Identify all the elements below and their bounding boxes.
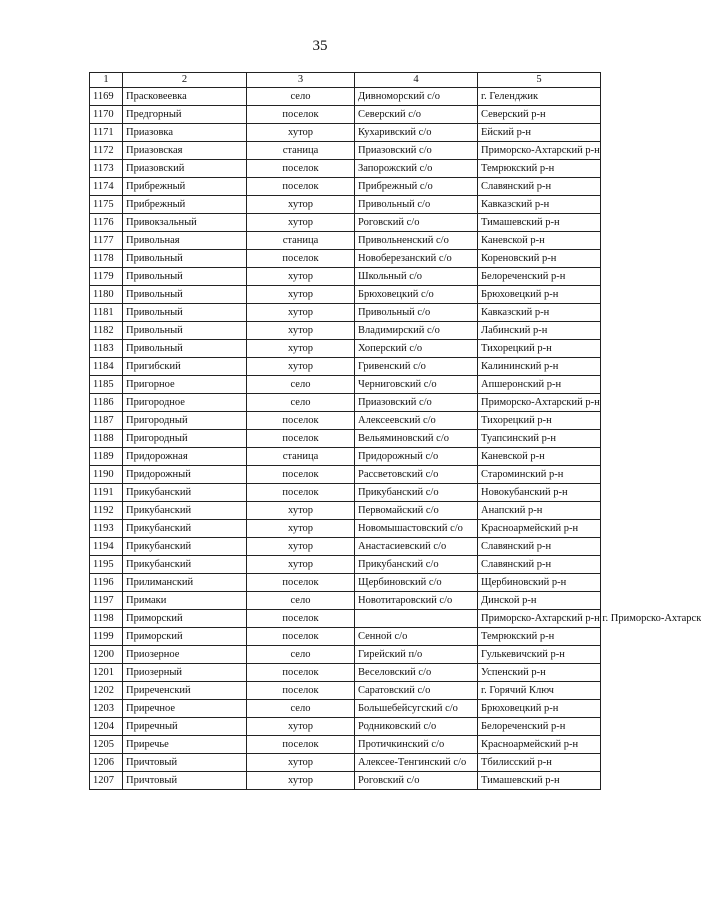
column-header-council: 4 [355, 73, 478, 88]
district-cell: Каневской р-н [478, 448, 601, 466]
settlement-name-cell: Причтовый [123, 754, 247, 772]
village-council-cell: Гривенский с/о [355, 358, 478, 376]
table-row [90, 448, 601, 466]
settlement-type-cell: хутор [247, 538, 355, 556]
table-row [90, 286, 601, 304]
village-council-cell: Хоперский с/о [355, 340, 478, 358]
settlement-type-cell: хутор [247, 196, 355, 214]
table-row [90, 610, 601, 628]
village-council-cell: Прикубанский с/о [355, 484, 478, 502]
settlement-type-cell: хутор [247, 556, 355, 574]
row-number-cell: 1202 [90, 682, 123, 700]
row-number-cell: 1197 [90, 592, 123, 610]
village-council-cell: Веселовский с/о [355, 664, 478, 682]
district-cell: Анапский р-н [478, 502, 601, 520]
row-number-cell: 1205 [90, 736, 123, 754]
district-cell: Тбилисский р-н [478, 754, 601, 772]
table-row [90, 250, 601, 268]
settlement-type-cell: поселок [247, 574, 355, 592]
row-number-cell: 1170 [90, 106, 123, 124]
village-council-cell: Школьный с/о [355, 268, 478, 286]
row-number-cell: 1204 [90, 718, 123, 736]
village-council-cell: Щербиновский с/о [355, 574, 478, 592]
district-cell: Брюховецкий р-н [478, 700, 601, 718]
village-council-cell: Владимирский с/о [355, 322, 478, 340]
settlement-type-cell: хутор [247, 214, 355, 232]
district-cell: Гулькевичский р-н [478, 646, 601, 664]
district-cell: Белореченский р-н [478, 718, 601, 736]
settlement-type-cell: село [247, 88, 355, 106]
settlement-name-cell: Привольная [123, 232, 247, 250]
table-row [90, 430, 601, 448]
district-cell: Калининский р-н [478, 358, 601, 376]
district-cell: Славянский р-н [478, 538, 601, 556]
settlement-name-cell: Придорожный [123, 466, 247, 484]
settlement-name-cell: Пригорное [123, 376, 247, 394]
settlement-name-cell: Причтовый [123, 772, 247, 790]
settlement-name-cell: Привольный [123, 322, 247, 340]
district-cell: Темрюкский р-н [478, 160, 601, 178]
table-row [90, 700, 601, 718]
district-cell: Кореновский р-н [478, 250, 601, 268]
table-row [90, 772, 601, 790]
row-number-cell: 1178 [90, 250, 123, 268]
district-cell: Красноармейский р-н [478, 520, 601, 538]
settlement-type-cell: поселок [247, 664, 355, 682]
district-cell: Динской р-н [478, 592, 601, 610]
table-row [90, 196, 601, 214]
table-row [90, 214, 601, 232]
table-row [90, 178, 601, 196]
row-number-cell: 1196 [90, 574, 123, 592]
table-row [90, 106, 601, 124]
settlement-type-cell: поселок [247, 178, 355, 196]
village-council-cell: Черниговский с/о [355, 376, 478, 394]
table-row [90, 736, 601, 754]
settlement-type-cell: поселок [247, 736, 355, 754]
settlement-type-cell: станица [247, 142, 355, 160]
village-council-cell: Рассветовский с/о [355, 466, 478, 484]
row-number-cell: 1195 [90, 556, 123, 574]
village-council-cell: Первомайский с/о [355, 502, 478, 520]
settlement-name-cell: Придорожная [123, 448, 247, 466]
district-cell: Кавказский р-н [478, 196, 601, 214]
row-number-cell: 1201 [90, 664, 123, 682]
village-council-cell: Северский с/о [355, 106, 478, 124]
village-council-cell [355, 610, 478, 628]
village-council-cell: Приазовский с/о [355, 142, 478, 160]
settlement-type-cell: хутор [247, 772, 355, 790]
row-number-cell: 1187 [90, 412, 123, 430]
district-cell: Северский р-н [478, 106, 601, 124]
village-council-cell: Дивноморский с/о [355, 88, 478, 106]
table-row [90, 142, 601, 160]
table-row [90, 322, 601, 340]
settlement-type-cell: хутор [247, 358, 355, 376]
village-council-cell: Большебейсугский с/о [355, 700, 478, 718]
district-cell: Брюховецкий р-н [478, 286, 601, 304]
settlement-type-cell: село [247, 646, 355, 664]
table-row [90, 412, 601, 430]
table-row [90, 628, 601, 646]
district-cell: Успенский р-н [478, 664, 601, 682]
settlement-name-cell: Привокзальный [123, 214, 247, 232]
row-number-cell: 1179 [90, 268, 123, 286]
settlement-type-cell: поселок [247, 106, 355, 124]
row-number-cell: 1172 [90, 142, 123, 160]
table-row [90, 718, 601, 736]
district-cell: Тихорецкий р-н [478, 340, 601, 358]
village-council-cell: Протичкинский с/о [355, 736, 478, 754]
village-council-cell: Анастасиевский с/о [355, 538, 478, 556]
settlement-type-cell: село [247, 700, 355, 718]
settlement-name-cell: Привольный [123, 286, 247, 304]
row-number-cell: 1176 [90, 214, 123, 232]
settlement-name-cell: Прикубанский [123, 502, 247, 520]
district-cell: Приморско-Ахтарский р-н [478, 142, 601, 160]
settlement-name-cell: Прасковеевка [123, 88, 247, 106]
row-number-cell: 1177 [90, 232, 123, 250]
table-row [90, 574, 601, 592]
settlement-type-cell: поселок [247, 628, 355, 646]
village-council-cell: Прикубанский с/о [355, 556, 478, 574]
settlement-type-cell: станица [247, 448, 355, 466]
settlement-type-cell: хутор [247, 718, 355, 736]
district-cell: г. Горячий Ключ [478, 682, 601, 700]
village-council-cell: Привольный с/о [355, 196, 478, 214]
settlement-type-cell: хутор [247, 322, 355, 340]
district-cell: Приморско-Ахтарский р-н [478, 394, 601, 412]
settlement-name-cell: Предгорный [123, 106, 247, 124]
row-number-cell: 1194 [90, 538, 123, 556]
settlement-type-cell: поселок [247, 430, 355, 448]
row-number-cell: 1171 [90, 124, 123, 142]
district-cell: Каневской р-н [478, 232, 601, 250]
settlement-name-cell: Приреченский [123, 682, 247, 700]
village-council-cell: Новотитаровский с/о [355, 592, 478, 610]
settlement-type-cell: поселок [247, 250, 355, 268]
table-row [90, 160, 601, 178]
table-row [90, 502, 601, 520]
settlement-name-cell: Пригибский [123, 358, 247, 376]
settlement-name-cell: Приморский [123, 610, 247, 628]
village-council-cell: Саратовский с/о [355, 682, 478, 700]
village-council-cell: Прибрежный с/о [355, 178, 478, 196]
row-number-cell: 1183 [90, 340, 123, 358]
district-cell: Славянский р-н [478, 178, 601, 196]
district-cell: Белореченский р-н [478, 268, 601, 286]
settlement-type-cell: хутор [247, 520, 355, 538]
row-number-cell: 1188 [90, 430, 123, 448]
district-cell: Славянский р-н [478, 556, 601, 574]
row-number-cell: 1182 [90, 322, 123, 340]
village-council-cell: Роговский с/о [355, 214, 478, 232]
row-number-cell: 1186 [90, 394, 123, 412]
settlement-type-cell: село [247, 592, 355, 610]
settlement-type-cell: поселок [247, 160, 355, 178]
settlement-name-cell: Приречье [123, 736, 247, 754]
column-header-district: 5 [478, 73, 601, 88]
settlement-name-cell: Примаки [123, 592, 247, 610]
settlement-type-cell: поселок [247, 682, 355, 700]
village-council-cell: Привольный с/о [355, 304, 478, 322]
row-number-cell: 1190 [90, 466, 123, 484]
village-council-cell: Кухаривский с/о [355, 124, 478, 142]
village-council-cell: Брюховецкий с/о [355, 286, 478, 304]
settlement-name-cell: Прибрежный [123, 196, 247, 214]
row-number-cell: 1193 [90, 520, 123, 538]
table-row [90, 520, 601, 538]
village-council-cell: Сенной с/о [355, 628, 478, 646]
column-header-name: 2 [123, 73, 247, 88]
settlement-type-cell: поселок [247, 610, 355, 628]
village-council-cell: Алексее-Тенгинский с/о [355, 754, 478, 772]
district-cell: г. Геленджик [478, 88, 601, 106]
table-row [90, 538, 601, 556]
column-header-type: 3 [247, 73, 355, 88]
village-council-cell: Придорожный с/о [355, 448, 478, 466]
village-council-cell: Гирейский п/о [355, 646, 478, 664]
settlement-name-cell: Пригородный [123, 430, 247, 448]
district-cell: Новокубанский р-н [478, 484, 601, 502]
settlement-type-cell: хутор [247, 286, 355, 304]
table-row [90, 556, 601, 574]
row-number-cell: 1174 [90, 178, 123, 196]
settlement-name-cell: Привольный [123, 250, 247, 268]
table-row [90, 664, 601, 682]
settlement-name-cell: Приазовка [123, 124, 247, 142]
district-cell: Ейский р-н [478, 124, 601, 142]
row-number-cell: 1189 [90, 448, 123, 466]
village-council-cell: Вельяминовский с/о [355, 430, 478, 448]
row-number-cell: 1184 [90, 358, 123, 376]
village-council-cell: Приазовский с/о [355, 394, 478, 412]
row-number-cell: 1206 [90, 754, 123, 772]
table-row [90, 232, 601, 250]
district-cell: Приморско-Ахтарский р-н г. Приморско-Ахтарск [478, 610, 601, 628]
settlement-name-cell: Приречное [123, 700, 247, 718]
settlements-table [89, 72, 701, 790]
table-header-row [90, 73, 601, 88]
village-council-cell: Родниковский с/о [355, 718, 478, 736]
row-number-cell: 1203 [90, 700, 123, 718]
settlement-type-cell: хутор [247, 304, 355, 322]
row-number-cell: 1198 [90, 610, 123, 628]
row-number-cell: 1200 [90, 646, 123, 664]
settlement-type-cell: хутор [247, 124, 355, 142]
district-cell: Кавказский р-н [478, 304, 601, 322]
district-cell: Тимашевский р-н [478, 214, 601, 232]
settlement-name-cell: Приморский [123, 628, 247, 646]
column-header-number: 1 [90, 73, 123, 88]
settlement-name-cell: Привольный [123, 340, 247, 358]
district-cell: Темрюкский р-н [478, 628, 601, 646]
settlement-name-cell: Приозерное [123, 646, 247, 664]
row-number-cell: 1207 [90, 772, 123, 790]
row-number-cell: 1169 [90, 88, 123, 106]
village-council-cell: Привольненский с/о [355, 232, 478, 250]
row-number-cell: 1199 [90, 628, 123, 646]
table-row [90, 340, 601, 358]
settlement-name-cell: Прикубанский [123, 538, 247, 556]
village-council-cell: Новоберезанский с/о [355, 250, 478, 268]
row-number-cell: 1175 [90, 196, 123, 214]
settlement-type-cell: поселок [247, 484, 355, 502]
table-row [90, 304, 601, 322]
table-row [90, 376, 601, 394]
settlement-name-cell: Прикубанский [123, 520, 247, 538]
settlement-type-cell: село [247, 376, 355, 394]
district-cell: Щербиновский р-н [478, 574, 601, 592]
district-cell: Туапсинский р-н [478, 430, 601, 448]
row-number-cell: 1180 [90, 286, 123, 304]
settlement-name-cell: Прибрежный [123, 178, 247, 196]
row-number-cell: 1191 [90, 484, 123, 502]
district-cell: Староминский р-н [478, 466, 601, 484]
settlement-type-cell: хутор [247, 754, 355, 772]
district-cell: Тихорецкий р-н [478, 412, 601, 430]
row-number-cell: 1185 [90, 376, 123, 394]
settlement-name-cell: Привольный [123, 268, 247, 286]
settlement-name-cell: Пригородное [123, 394, 247, 412]
table-row [90, 646, 601, 664]
settlement-name-cell: Пригородный [123, 412, 247, 430]
settlement-name-cell: Приозерный [123, 664, 247, 682]
table-row [90, 268, 601, 286]
settlement-name-cell: Приазовская [123, 142, 247, 160]
village-council-cell: Новомышастовский с/о [355, 520, 478, 538]
table-row [90, 358, 601, 376]
settlement-type-cell: станица [247, 232, 355, 250]
settlement-type-cell: хутор [247, 268, 355, 286]
settlement-name-cell: Прикубанский [123, 556, 247, 574]
settlement-type-cell: хутор [247, 502, 355, 520]
settlement-name-cell: Приазовский [123, 160, 247, 178]
settlement-name-cell: Приречный [123, 718, 247, 736]
table-row [90, 394, 601, 412]
settlement-type-cell: село [247, 394, 355, 412]
village-council-cell: Алексеевский с/о [355, 412, 478, 430]
settlement-type-cell: поселок [247, 466, 355, 484]
table-row [90, 592, 601, 610]
village-council-cell: Роговский с/о [355, 772, 478, 790]
row-number-cell: 1181 [90, 304, 123, 322]
settlement-name-cell: Прикубанский [123, 484, 247, 502]
settlement-name-cell: Прилиманский [123, 574, 247, 592]
district-cell: Апшеронский р-н [478, 376, 601, 394]
row-number-cell: 1173 [90, 160, 123, 178]
district-cell: Красноармейский р-н [478, 736, 601, 754]
village-council-cell: Запорожский с/о [355, 160, 478, 178]
row-number-cell: 1192 [90, 502, 123, 520]
table-row [90, 754, 601, 772]
settlement-type-cell: хутор [247, 340, 355, 358]
table-row [90, 466, 601, 484]
district-cell: Тимашевский р-н [478, 772, 601, 790]
table-row [90, 88, 601, 106]
table-row [90, 484, 601, 502]
district-cell: Лабинский р-н [478, 322, 601, 340]
table-row [90, 124, 601, 142]
settlement-name-cell: Привольный [123, 304, 247, 322]
table-row [90, 682, 601, 700]
page-number: 35 [312, 38, 328, 54]
settlement-type-cell: поселок [247, 412, 355, 430]
